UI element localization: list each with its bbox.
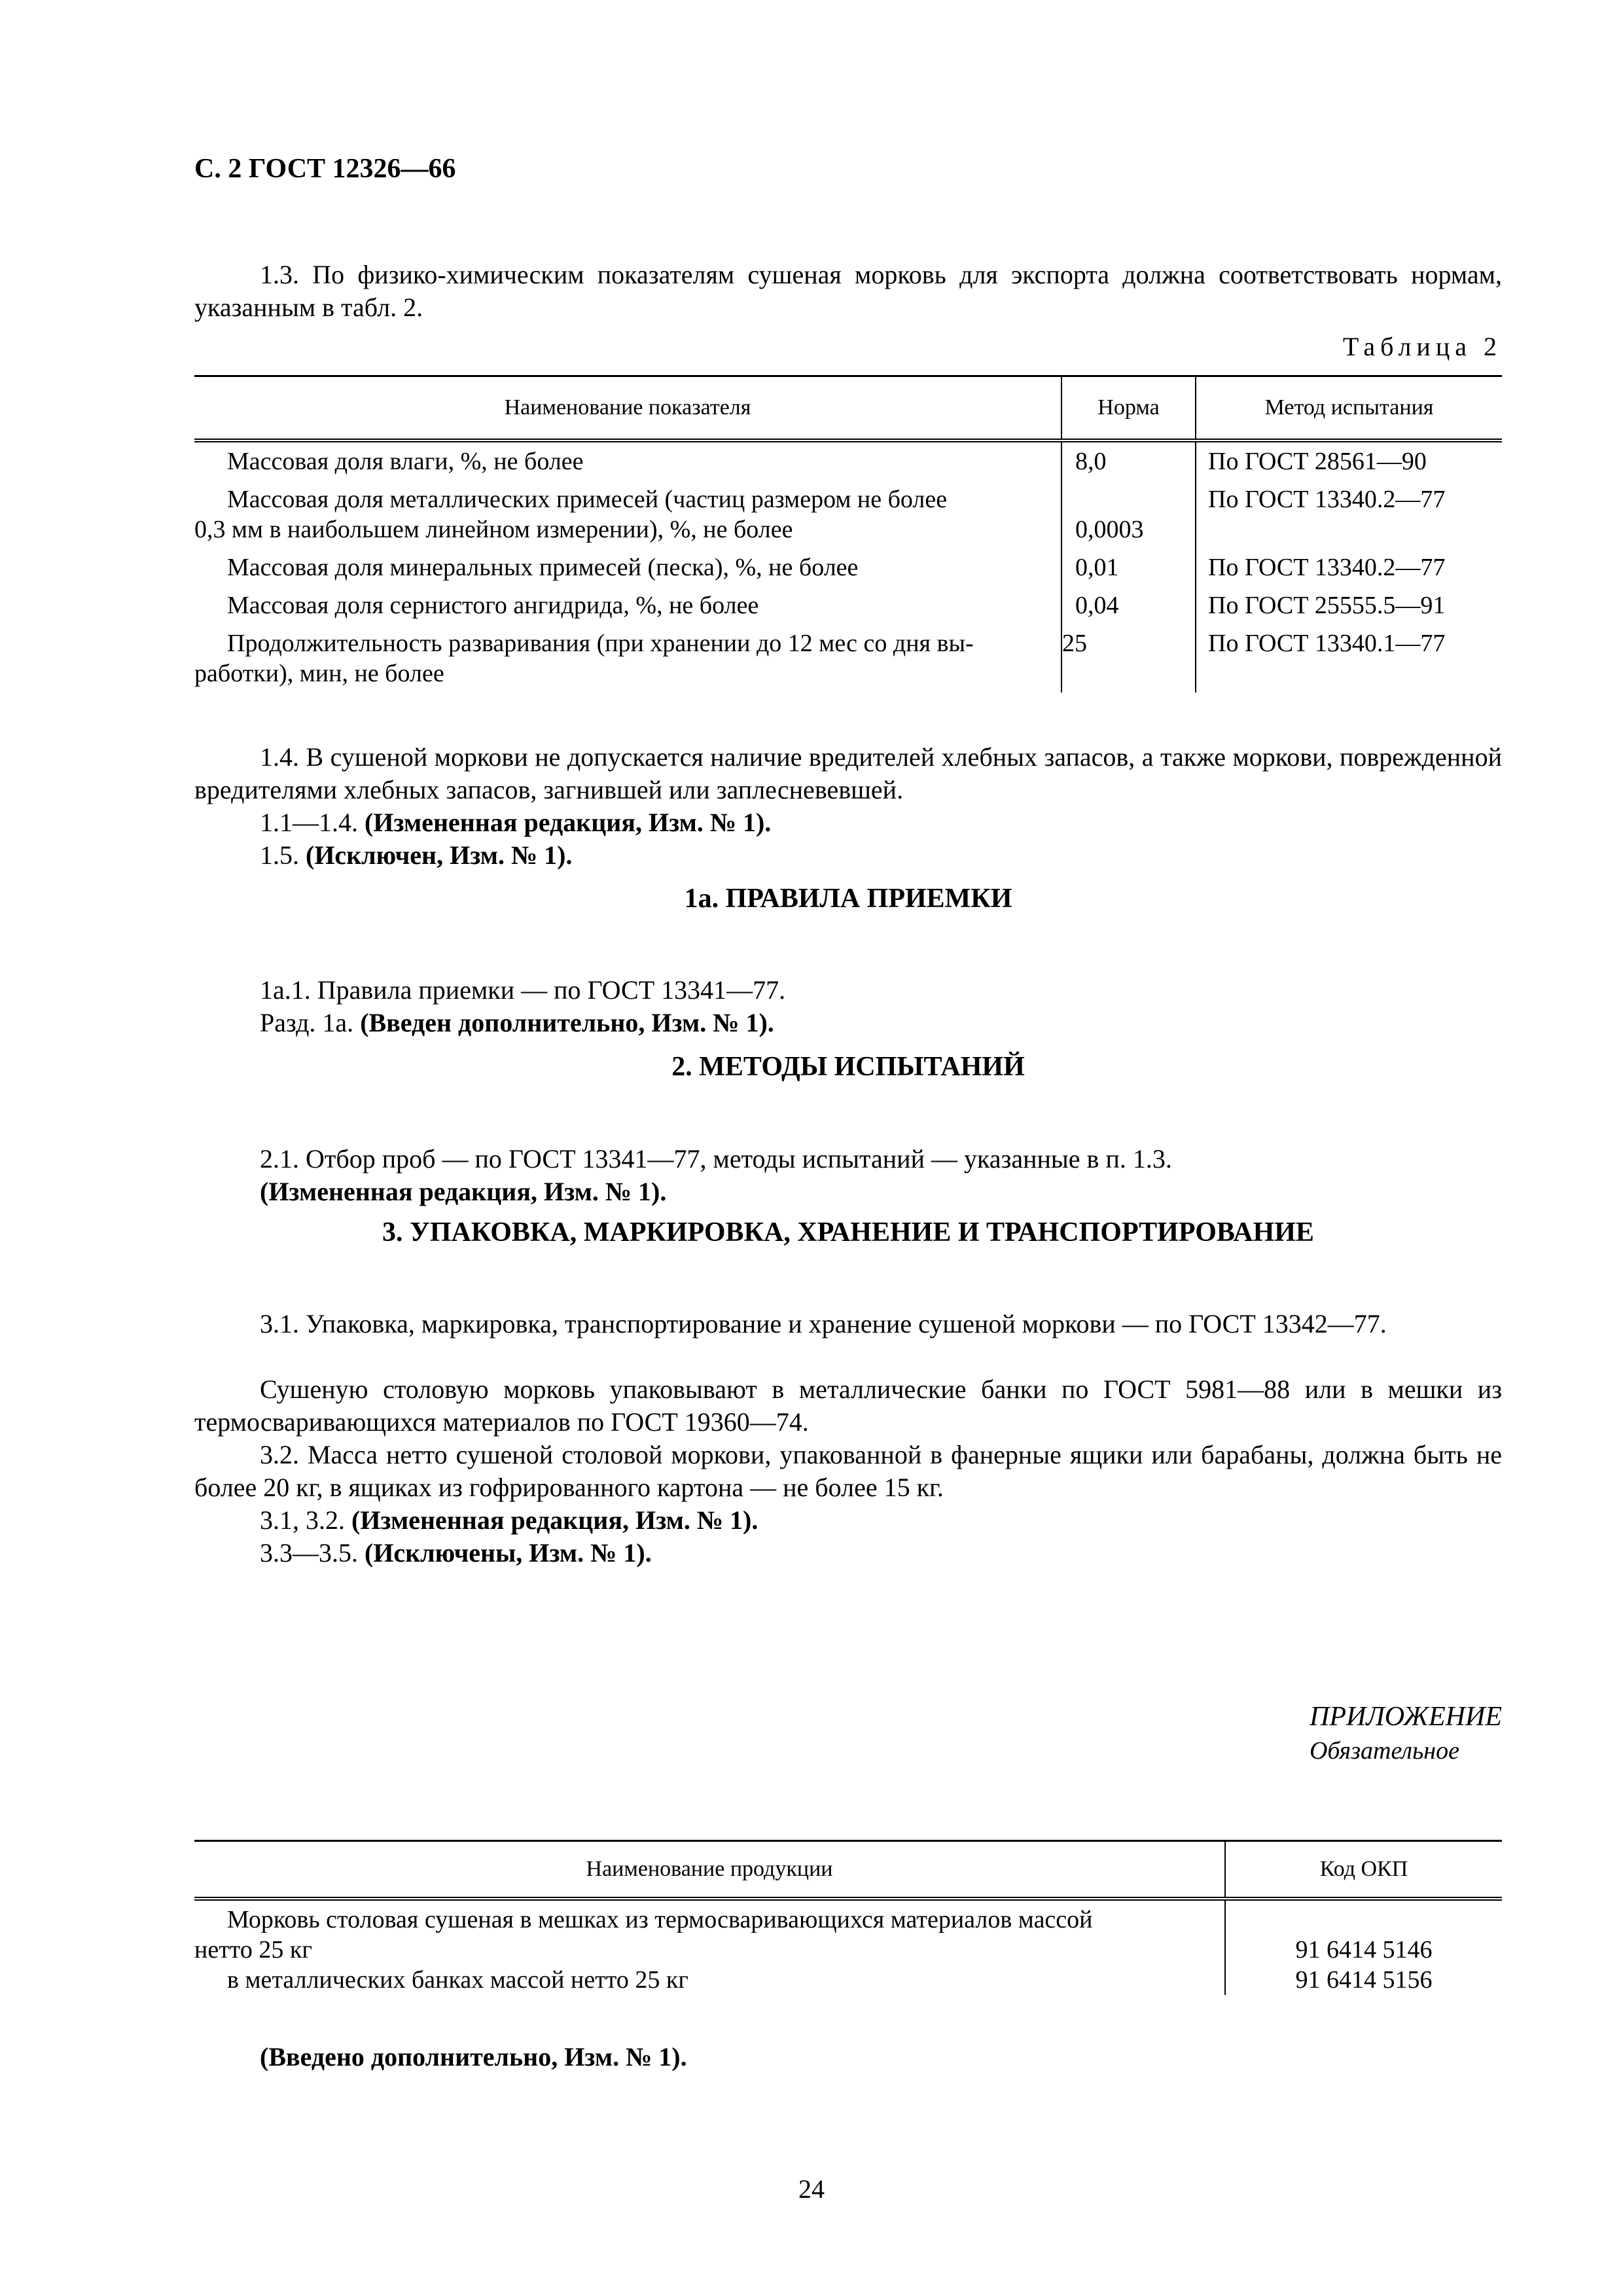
col-header-norm: Норма [1061, 376, 1196, 441]
table-row [194, 1965, 1502, 1995]
row-method: По ГОСТ 25555.5—91 [1208, 592, 1446, 619]
table-row [194, 480, 1502, 548]
table-caption: Таблица 2 [1342, 332, 1502, 361]
row-method: По ГОСТ 13340.2—77 [1208, 486, 1446, 513]
appendix-subtitle: Обязательное [1309, 1737, 1459, 1765]
amend-prefix: 1.1—1.4. [260, 808, 358, 837]
amend-note: (Исключены, Изм. № 1). [365, 1538, 652, 1568]
col-header-method: Метод испытания [1264, 395, 1434, 420]
row-name: Массовая доля сернистого ангидрида, %, не более [194, 586, 1061, 624]
section-3-title: 3. УПАКОВКА, МАРКИРОВКА, ХРАНЕНИЕ И ТРАНСПОРТИРОВАНИЕ [382, 1217, 1314, 1247]
section-1a-title: 1а. ПРАВИЛА ПРИЕМКИ [684, 884, 1012, 914]
paragraph-1-3: 1.3. По физико-химическим показателям сушеная морковь для экспорта должна соответствовать нормам, указанным в табл. 2. [194, 260, 1502, 322]
row-method: По ГОСТ 28561—90 [1208, 448, 1427, 475]
paragraph-2-1-amend: (Измененная редакция, Изм. № 1). [260, 1177, 667, 1206]
table-header-row [194, 376, 1502, 441]
col-header-code: Код ОКП [1319, 1857, 1408, 1881]
table-row [194, 548, 1502, 586]
paragraph-1-5 [194, 839, 1502, 872]
paragraph-3-1: 3.1. Упаковка, маркировка, транспортирование и хранение сушеной моркови — по ГОСТ 13342—77. [260, 1309, 1387, 1338]
amend-note: (Исключен, Изм. № 1). [306, 840, 573, 870]
table-row [194, 1899, 1502, 1965]
amend-note: (Измененная редакция, Изм. № 1). [365, 808, 772, 837]
section-2-title: 2. МЕТОДЫ ИСПЫТАНИЙ [671, 1052, 1025, 1082]
amend-prefix: 1.5. [260, 840, 299, 870]
table-row [194, 586, 1502, 624]
table-row [194, 624, 1502, 692]
paragraph-2-1: 2.1. Отбор проб — по ГОСТ 13341—77, методы испытаний — указанные в п. 1.3. [260, 1144, 1172, 1174]
amend-note: (Введен дополнительно, Изм. № 1). [360, 1008, 774, 1037]
amend-prefix: Разд. 1а. [260, 1008, 354, 1037]
page-number: 24 [798, 2174, 825, 2204]
table-header-row [194, 1841, 1502, 1899]
row-method: По ГОСТ 13340.2—77 [1208, 554, 1446, 581]
row-name: Массовая доля влаги, %, не более [194, 440, 1061, 480]
paragraph-amend-1-1-1-4 [194, 806, 1502, 839]
paragraph-3-3-3-5 [194, 1537, 1502, 1570]
row-product: в металлических банках массой нетто 25 кг [194, 1965, 1225, 1995]
paragraph-1-4: 1.4. В сушеной моркови не допускается наличие вредителей хлебных запасов, а также моркови, поврежденной вредителями хлебных запасов, загнившей или заплесневевшей. [194, 742, 1502, 804]
paragraph-1a-amend [194, 1007, 1502, 1039]
row-name: Массовая доля минеральных примесей (песка), %, не более [194, 548, 1061, 586]
table-2 [194, 375, 1502, 692]
amend-prefix: 3.1, 3.2. [260, 1505, 345, 1535]
appendix-note: (Введено дополнительно, Изм. № 1). [260, 2042, 687, 2072]
col-header-product: Наименование продукции [194, 1841, 1225, 1899]
row-name: Массовая доля металлических примесей (частиц размером не более 0,3 мм в наибольшем линейном измерении), %, не более [194, 480, 1061, 548]
paragraph-3-2: 3.2. Масса нетто сушеной столовой моркови, упакованной в фанерные ящики или барабаны, должна быть не более 20 кг, в ящиках из гофрированного картона — не более 15 кг. [194, 1440, 1502, 1502]
table-row [194, 440, 1502, 480]
page-header: С. 2 ГОСТ 12326—66 [194, 154, 456, 184]
row-name: Продолжительность разваривания (при хранении до 12 мес со дня вы- работки), мин, не более [194, 624, 1061, 692]
amend-note: (Измененная редакция, Изм. № 1). [351, 1505, 758, 1535]
row-norm: 8,0 [1061, 440, 1196, 480]
paragraph-3-1-b: Сушеную столовую морковь упаковывают в металлические банки по ГОСТ 5981—88 или в мешки из термосваривающихся материалов по ГОСТ 19360—74. [194, 1374, 1502, 1437]
col-header-name: Наименование показателя [194, 376, 1061, 441]
row-product: Морковь столовая сушеная в мешках из термосваривающихся материалов массой нетто 25 кг [194, 1899, 1225, 1965]
row-norm: 0,0003 [1061, 480, 1196, 548]
row-norm: 0,01 [1061, 548, 1196, 586]
paragraph-3-1-3-2-amend [194, 1504, 1502, 1537]
paragraph-1a-1: 1а.1. Правила приемки — по ГОСТ 13341—77. [260, 975, 786, 1005]
amend-prefix: 3.3—3.5. [260, 1538, 358, 1568]
row-code: 91 6414 5146 [1295, 1936, 1433, 1964]
row-norm: 0,04 [1061, 586, 1196, 624]
row-code: 91 6414 5156 [1295, 1966, 1433, 1994]
appendix-title: ПРИЛОЖЕНИЕ [1310, 1702, 1502, 1732]
row-method: По ГОСТ 13340.1—77 [1208, 630, 1446, 657]
row-norm: 25 [1061, 624, 1196, 692]
appendix-table [194, 1840, 1502, 1995]
